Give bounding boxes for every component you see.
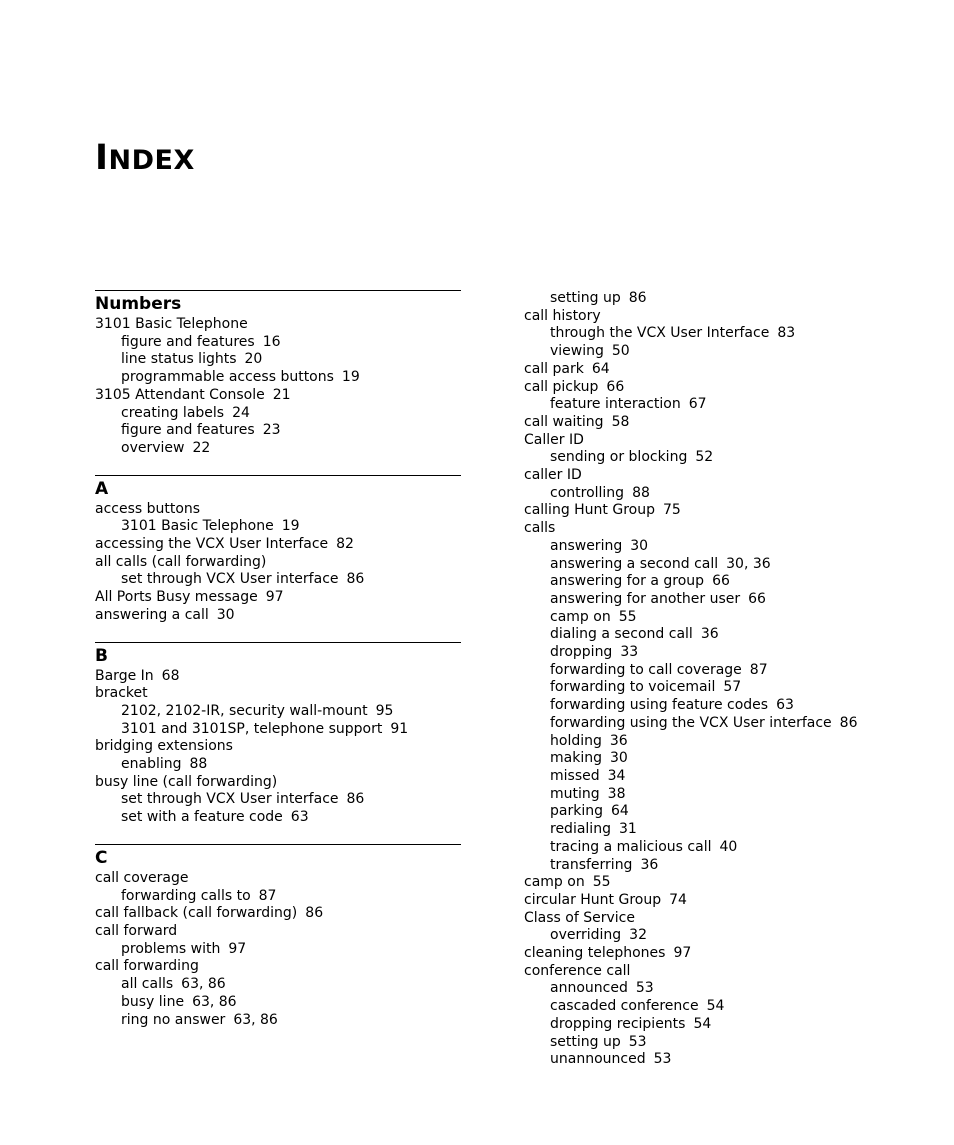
index-term: cleaning telephones [524,945,666,962]
index-subentry [524,1051,904,1069]
index-subentry [524,591,904,609]
index-term: call history [524,307,601,324]
index-term: caller ID [524,467,582,484]
index-entry [524,910,904,928]
index-term: calls [524,520,556,537]
index-page-ref: 21 [272,386,291,403]
index-page-ref: 86 [628,290,647,306]
page-title-rest: NDEX [108,145,195,176]
index-term: accessing the VCX User Interface [95,536,329,553]
index-term: setting up [550,290,621,306]
index-page-ref: 86 [346,571,365,588]
index-page-ref: 30 [216,606,235,623]
index-term: line status lights [121,351,237,368]
index-subentry [524,556,904,574]
index-page-ref: 63, 86 [181,976,226,993]
index-subentry [95,941,461,959]
index-term: Barge In [95,667,154,684]
index-page-ref: 63, 86 [192,993,237,1010]
index-page-ref: 40 [719,838,738,855]
index-page-ref: 54 [693,1015,712,1032]
index-term: dropping recipients [550,1015,686,1032]
index-subentry [524,733,904,751]
index-term: all calls (call forwarding) [95,553,267,570]
index-page-ref: 68 [161,667,180,684]
index-term: announced [550,980,628,997]
index-subentry [524,573,904,591]
index-term: bracket [95,685,148,702]
index-page-ref: 74 [669,891,687,908]
index-term: conference call [524,962,631,979]
index-entry [524,892,904,910]
index-entry [524,963,904,981]
index-subentry [95,351,461,369]
index-term: dialing a second call [550,626,693,643]
index-page-ref: 55 [592,874,611,891]
index-term: answering a call [95,606,209,623]
index-page-ref: 19 [341,369,360,386]
index-term: busy line (call forwarding) [95,773,278,790]
index-subentry [524,343,904,361]
index-left-column [95,290,461,1029]
index-subentry [524,857,904,875]
index-page-ref: 32 [629,927,647,944]
index-entry [95,738,461,756]
index-page-ref: 95 [375,702,394,719]
index-subentry [95,369,461,387]
index-subentry [95,809,461,827]
index-subentry [95,405,461,423]
index-term: 2102, 2102-IR, security wall-mount [121,702,368,719]
index-page-ref: 38 [607,785,626,802]
index-term: access buttons [95,500,201,517]
index-term: through the VCX User Interface [550,325,770,342]
index-term: Class of Service [524,909,635,926]
index-page-ref: 23 [262,422,281,439]
index-term: set through VCX User interface [121,571,339,588]
index-subentry [95,334,461,352]
index-entry [524,361,904,379]
index-page-ref: 86 [346,791,365,808]
index-term: viewing [550,343,604,360]
index-page-ref: 97 [265,589,284,606]
index-term: making [550,750,602,767]
index-subentry [524,449,904,467]
index-right-column [524,290,904,1069]
index-subentry [524,821,904,839]
index-subentry [95,976,461,994]
index-subentry [524,662,904,680]
index-section [95,475,461,625]
index-entry [95,685,461,703]
index-subentry [524,626,904,644]
index-entry [524,467,904,485]
index-page-ref: 87 [749,661,768,678]
index-term: overview [121,439,185,456]
index-subentry [95,422,461,440]
index-term: answering for another user [550,590,741,607]
index-page-ref: 54 [706,998,725,1015]
index-page-ref: 53 [628,1033,647,1050]
index-page-ref: 58 [611,413,630,430]
index-term: call forward [95,922,178,939]
index-term: answering [550,537,623,554]
index-term: set through VCX User interface [121,791,339,808]
index-subentry [524,538,904,556]
index-entry [95,923,461,941]
index-entry [95,668,461,686]
index-subentry [95,888,461,906]
index-page-ref: 83 [777,325,796,342]
index-page-ref: 66 [748,590,766,607]
index-entry [524,502,904,520]
index-subentry [524,998,904,1016]
index-term: 3105 Attendant Console [95,386,265,403]
index-term: sending or blocking [550,449,688,466]
index-term: parking [550,803,603,820]
index-term: call fallback (call forwarding) [95,905,298,922]
index-term: missed [550,767,600,784]
index-entry [95,387,461,405]
index-entry [524,432,904,450]
index-page-ref: 30 [609,750,628,767]
index-term: busy line [121,993,185,1010]
index-page-ref: 36 [700,626,719,643]
index-page-ref: 22 [192,439,211,456]
index-page-ref: 88 [189,756,208,773]
section-divider [95,844,461,870]
index-entry [95,589,461,607]
index-term: figure and features [121,333,255,350]
index-term: call pickup [524,378,599,395]
index-term: muting [550,785,600,802]
index-subentry [524,325,904,343]
index-page-ref: 86 [839,714,858,731]
index-term: call coverage [95,869,189,886]
index-term: Caller ID [524,431,584,448]
section-divider [95,475,461,501]
index-term: controlling [550,484,625,501]
section-heading: Numbers [95,294,182,314]
index-page-ref: 30, 36 [726,555,771,572]
index-term: circular Hunt Group [524,891,662,908]
index-term: call park [524,360,584,377]
index-page-ref: 66 [606,378,625,395]
index-page-ref: 91 [390,720,409,737]
index-page-ref: 63 [776,697,794,714]
index-term: call waiting [524,413,604,430]
index-term: camp on [550,608,611,625]
index-page-ref: 63 [290,809,309,826]
index-term: All Ports Busy message [95,589,258,606]
index-term: cascaded conference [550,998,699,1015]
index-term: tracing a malicious call [550,838,712,855]
section-heading: A [95,478,109,499]
index-section [95,642,461,827]
index-page-ref: 19 [281,518,300,535]
index-subentry [524,839,904,857]
index-page-ref: 86 [305,905,324,922]
index-term: forwarding using the VCX User interface [550,714,832,731]
index-page-ref: 64 [610,803,629,820]
index-subentry [95,440,461,458]
index-page-ref: 53 [635,980,654,997]
index-subentry [95,571,461,589]
index-term: forwarding to call coverage [550,661,742,678]
index-term: problems with [121,940,221,957]
index-subentry [524,980,904,998]
index-entry [95,554,461,572]
index-entry [95,870,461,888]
index-subentry [524,750,904,768]
index-subentry [95,703,461,721]
index-term: forwarding using feature codes [550,697,769,714]
index-term: feature interaction [550,396,681,413]
index-subentry [95,994,461,1012]
index-subentry [95,518,461,536]
index-page-ref: 31 [618,821,637,838]
index-subentry [524,609,904,627]
index-page-ref: 24 [232,404,250,421]
index-page-ref: 52 [695,449,714,466]
index-section [95,290,461,458]
index-entry [524,308,904,326]
index-page-ref: 75 [663,502,681,519]
index-subentry [524,697,904,715]
index-entry [95,774,461,792]
index-term: 3101 Basic Telephone [121,518,274,535]
index-term: set with a feature code [121,809,283,826]
index-entry [524,379,904,397]
index-page-ref: 36 [640,856,659,873]
index-term: all calls [121,976,174,993]
index-subentry [95,1012,461,1030]
index-page-ref: 67 [688,396,707,413]
index-term: 3101 and 3101SP, telephone support [121,720,383,737]
index-page-ref: 30 [630,537,649,554]
index-entry [95,905,461,923]
index-term: holding [550,732,602,749]
index-term: unannounced [550,1051,646,1068]
index-term: forwarding to voicemail [550,679,716,696]
index-page-ref: 87 [258,887,277,904]
index-page-ref: 33 [620,644,639,661]
page-title-initial: I [95,138,109,178]
index-subentry [524,644,904,662]
index-subentry [524,786,904,804]
index-entry [524,520,904,538]
index-term: dropping [550,644,613,661]
section-heading: C [95,847,108,868]
section-divider [95,290,461,316]
index-entry [524,874,904,892]
index-term: enabling [121,756,182,773]
index-term: call forwarding [95,958,199,975]
index-page-ref: 20 [244,351,263,368]
index-term: answering a second call [550,555,719,572]
section-divider [95,642,461,668]
index-entry [95,607,461,625]
index-term: forwarding calls to [121,887,251,904]
index-entry [95,316,461,334]
section-heading: B [95,645,108,666]
index-term: transferring [550,856,633,873]
index-page-ref: 97 [673,945,692,962]
index-page-ref: 57 [723,679,742,696]
index-term: setting up [550,1033,621,1050]
index-entry [95,501,461,519]
index-page-ref: 88 [632,484,650,501]
index-page-ref: 53 [653,1051,672,1068]
page-title [95,138,195,181]
index-term: creating labels [121,404,225,421]
index-page-ref: 34 [607,767,626,784]
index-subentry [524,1016,904,1034]
index-subentry [95,721,461,739]
index-subentry [524,715,904,733]
index-page-ref: 63, 86 [233,1011,278,1028]
index-term: 3101 Basic Telephone [95,316,248,332]
index-page-ref: 16 [262,333,281,350]
index-page-ref: 36 [609,732,628,749]
index-entry [524,945,904,963]
index-page-ref: 97 [228,940,247,957]
index-subentry [524,1034,904,1052]
index-term: bridging extensions [95,738,233,755]
index-page-ref: 82 [336,536,354,553]
index-entry [95,536,461,554]
index-term: overriding [550,927,622,944]
index-subentry [524,768,904,786]
index-subentry [524,396,904,414]
index-subentry [524,679,904,697]
index-page-ref: 64 [591,360,610,377]
index-subentry [524,485,904,503]
index-page-ref: 66 [712,573,730,590]
index-subentry [524,927,904,945]
index-page-ref: 50 [611,343,630,360]
index-term: camp on [524,874,585,891]
index-term: ring no answer [121,1011,226,1028]
index-page-ref: 55 [618,608,637,625]
index-subentry [524,803,904,821]
index-section [95,844,461,1029]
index-term: answering for a group [550,573,705,590]
index-term: programmable access buttons [121,369,334,386]
index-term: calling Hunt Group [524,502,655,519]
index-subentry [524,290,904,308]
index-term: redialing [550,821,611,838]
index-entry [95,958,461,976]
index-subentry [95,756,461,774]
index-term: figure and features [121,422,255,439]
index-entry [524,414,904,432]
index-subentry [95,791,461,809]
